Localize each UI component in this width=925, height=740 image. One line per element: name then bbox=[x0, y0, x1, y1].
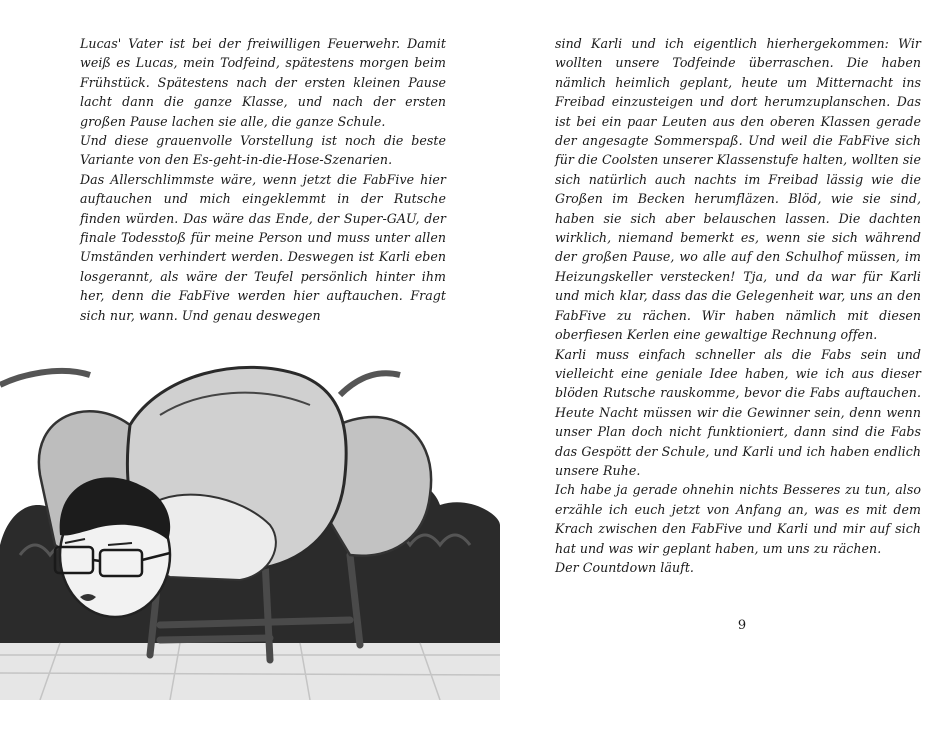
page-number: 9 bbox=[737, 618, 747, 633]
slide-rail-left bbox=[0, 371, 90, 385]
left-page bbox=[0, 0, 462, 740]
paragraph: Das Allerschlimmste wäre, wenn jetzt die FabFive hier auftauchen und mich eingeklemmt in der Rutsche finden würden. Das wäre das Ende, der Super-GAU, der finale Todesstoß für meine Person und muss unter allen Umständen verhindert werden. Deswegen ist Karli eben losgerannt, als wäre der Teufel persönlich hinter ihm her, denn die FabFive werden hier auftauchen. Fragt sich nur, wann. Und genau deswegen bbox=[80, 171, 446, 323]
right-page bbox=[462, 0, 925, 740]
paragraph: Karli muss einfach schneller als die Fabs sein und vielleicht eine geniale Idee haben, wie ich aus dieser blöden Rutsche rauskomme, bevor die Fabs auftauchen. Heute Nacht müssen wir die Gewinner sein, denn wenn unser Plan doch nicht funktioniert, dann sind die Fabs das Gespött der Schule, und Karli und ich haben endlich unsere Ruhe. bbox=[555, 346, 921, 478]
paragraph: Lucas' Vater ist bei der freiwilligen Feuerwehr. Damit weiß es Lucas, mein Todfeind, spätestens morgen beim Frühstück. Spätestens nach der ersten kleinen Pause lacht dann die ganze Klasse, und nach der ersten großen Pause lachen sie alle, die ganze Schule. bbox=[80, 36, 446, 129]
left-page-text bbox=[80, 34, 446, 325]
paragraph: Der Countdown läuft. bbox=[555, 559, 694, 575]
paragraph: Ich habe ja gerade ohnehin nichts Besseres zu tun, also erzähle ich euch jetzt von Anfang an, was es mit dem Krach zwischen den FabFive und Karli und mir auf sich hat und was wir geplant haben, um uns zu rächen. bbox=[555, 482, 921, 556]
paragraph: sind Karli und ich eigentlich hierhergekommen: Wir wollten unsere Todfeinde überraschen. Die haben nämlich heimlich geplant, heute um Mitternacht ins Freibad einzusteigen und dort herumzuplanschen. Das ist bei ein paar Leuten aus den oberen Klassen gerade der angesagte Sommerspaß. Und weil die FabFive sich für die Coolsten unserer Klassenstufe halten, wollten sie sich natürlich auch nachts im Freibad lässig wie die Großen im Becken herumfläzen. Blöd, wie sie sind, haben sie sich aber belauschen lassen. Die dachten wirklich, niemand bemerkt es, wenn sie sich während der großen Pause, wo alle auf den Schulhof müssen, im Heizungskeller verstecken! Tja, und da war für Karli und mich klar, dass das die Gelegenheit war, uns an den FabFive zu rächen. Wir haben nämlich mit diesen oberfiesen Kerlen eine gewaltige Rechnung offen. bbox=[555, 36, 921, 343]
right-page-text bbox=[555, 34, 921, 577]
boy-stuck-in-slide-illustration bbox=[0, 355, 500, 700]
slide-rail-right bbox=[340, 373, 400, 395]
paragraph: Und diese grauenvolle Vorstellung ist noch die beste Variante von den Es-geht-in-die-Hose-Szenarien. bbox=[80, 133, 446, 168]
ground bbox=[0, 643, 500, 700]
